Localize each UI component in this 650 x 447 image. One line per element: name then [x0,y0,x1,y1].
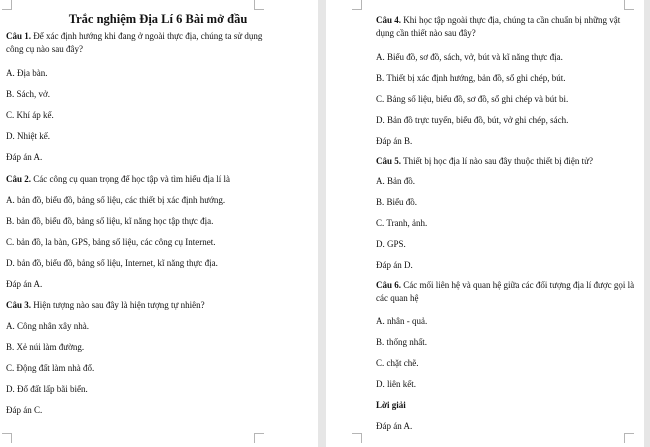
question-number: Câu 6. [376,280,402,290]
option-c: C. bản đồ, la bàn, GPS, bảng số liệu, các công cụ Internet. [6,237,216,247]
option-c: C. chặt chẽ. [376,358,419,368]
option-b: B. Sách, vở. [6,89,51,99]
question-text-continued: các quan hệ [376,293,419,303]
corner-mark [2,0,12,10]
question-2 [6,173,310,186]
option-d: D. bản đồ, biểu đồ, bảng số liệu, Internet, kĩ năng thực địa. [6,258,218,268]
question-number: Câu 2. [6,174,32,184]
answer: Đáp án A. [6,152,43,162]
answer: Đáp án A. [6,279,43,289]
question-number: Câu 3. [6,300,32,310]
option-c: C. Khí áp kế. [6,110,54,120]
corner-mark [254,433,264,443]
question-number: Câu 1. [6,31,32,41]
option-d: D. liên kết. [376,379,416,389]
question-text: Các mối liên hệ và quan hệ giữa các đối tượng địa lí được gọi là [403,280,635,290]
option-b: B. Thiết bị xác định hướng, bản đồ, sổ ghi chép, bút. [376,73,566,83]
option-a: A. Công nhân xây nhà. [6,321,89,331]
option-a: A. Biểu đồ, sơ đồ, sách, vở, bút và kĩ năng thực địa. [376,52,563,62]
corner-mark [624,0,634,10]
corner-mark [2,433,12,443]
window-edge [644,0,650,447]
question-number: Câu 4. [376,15,402,25]
option-d: D. GPS. [376,239,406,249]
option-d: D. Bản đồ trực tuyến, biểu đồ, bút, vở ghi chép, sách. [376,115,569,125]
document-title: Trắc nghiệm Địa Lí 6 Bài mở đầu [68,12,248,26]
question-1 [6,30,310,43]
question-text: Khi học tập ngoài thực địa, chúng ta cần chuẩn bị những vật [403,15,621,25]
option-d: D. Nhiệt kế. [6,131,50,141]
solution-heading: Lời giải [376,400,406,410]
question-text: Thiết bị học địa lí nào sau đây thuộc thiết bị điện tử? [403,156,593,166]
option-a: A. Bản đồ. [376,176,415,186]
option-b: B. Xẻ núi làm đường. [6,342,85,352]
option-c: C. Bảng số liệu, biểu đồ, sơ đồ, sổ ghi chép và bút bi. [376,94,569,104]
question-text: Để xác định hướng khi đang ở ngoài thực địa, chúng ta sử dụng [33,31,263,41]
answer: Đáp án D. [376,260,413,270]
option-d: D. Đổ đất lấp bãi biển. [6,384,88,394]
question-number: Câu 5. [376,156,402,166]
option-b: B. Biểu đồ. [376,197,418,207]
answer: Đáp án C. [6,405,43,415]
option-b: B. bản đồ, biểu đồ, bảng số liệu, kĩ năng học tập thực địa. [6,216,214,226]
option-a: A. bản đồ, biểu đồ, bảng số liệu, các thiết bị xác định hướng. [6,195,226,205]
question-6 [376,279,638,292]
option-b: B. thống nhất. [376,337,427,347]
option-a: A. Địa bàn. [6,68,48,78]
corner-mark [352,0,362,10]
option-c: C. Động đất làm nhà đổ. [6,363,95,373]
answer: Đáp án A. [376,421,413,431]
corner-mark [624,433,634,443]
question-text-continued: dụng cần thiết nào sau đây? [376,28,476,38]
option-a: A. nhân - quả. [376,316,428,326]
question-3 [6,299,310,312]
question-text: Hiện tượng nào sau đây là hiện tượng tự nhiên? [33,300,205,310]
document-page-right [326,0,644,447]
question-5 [376,155,638,168]
page-gutter [318,0,326,447]
corner-mark [254,0,264,10]
option-c: C. Tranh, ảnh. [376,218,428,228]
corner-mark [352,433,362,443]
answer: Đáp án B. [376,136,413,146]
question-text-continued: công cụ nào sau đây? [6,44,83,54]
question-text: Các công cụ quan trọng để học tập và tìm hiểu địa lí là [33,174,230,184]
question-4 [376,14,638,27]
document-page-left [0,0,318,447]
